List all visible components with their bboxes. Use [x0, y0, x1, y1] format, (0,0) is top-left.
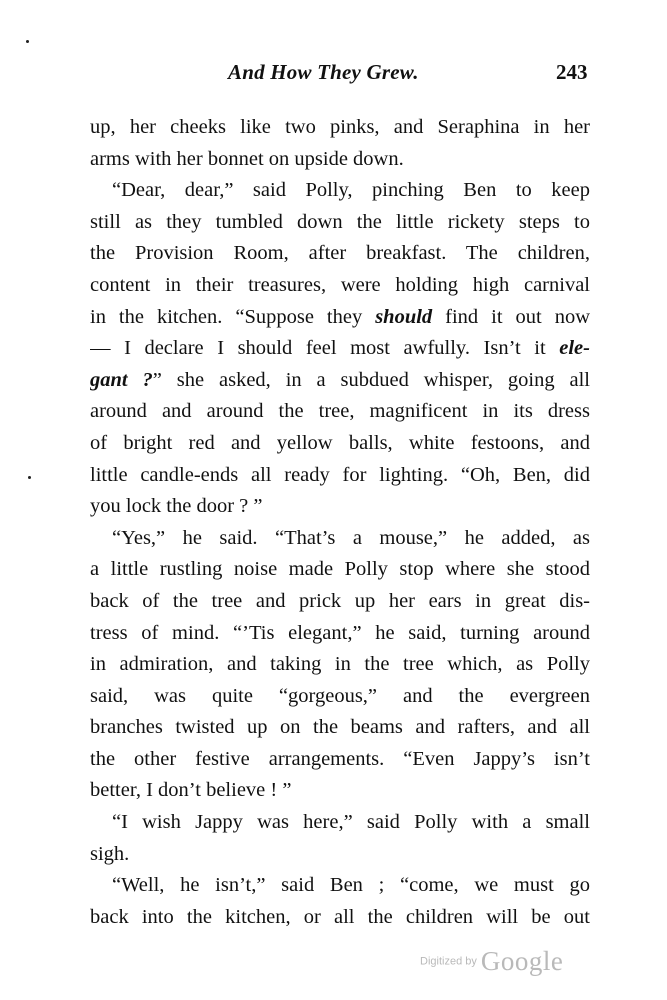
text-line: still as they tumbled down the little rickety steps to: [90, 210, 590, 233]
text-line: branches twisted up on the beams and rafters, and all: [90, 716, 590, 739]
text-line: in admiration, and taking in the tree which, as Polly: [90, 653, 590, 676]
text-line: arms with her bonnet on upside down.: [90, 147, 404, 170]
text-segment: ” she asked, in a subdued whisper, going all: [152, 368, 590, 391]
text-line: “Well, he isn’t,” said Ben ; “come, we must go: [112, 874, 590, 897]
text-segment: find it out now: [432, 305, 590, 328]
text-line: the Provision Room, after breakfast. The children,: [90, 242, 590, 265]
text-line: “Yes,” he said. “That’s a mouse,” he added, as: [112, 526, 590, 549]
text-line: “Dear, dear,” said Polly, pinching Ben to keep: [112, 179, 590, 202]
text-line: “I wish Jappy was here,” said Polly with a small: [112, 811, 590, 834]
text-line: back into the kitchen, or all the children will be out: [90, 905, 590, 928]
google-logo: Google: [480, 946, 564, 976]
text-line: up, her cheeks like two pinks, and Seraphina in her: [90, 116, 590, 138]
text-line: you lock the door ? ”: [90, 495, 263, 518]
running-title: And How They Grew.: [228, 60, 419, 84]
emphasized-word: ele-: [559, 337, 590, 360]
text-line: sigh.: [90, 842, 130, 865]
text-line: content in their treasures, were holding high carnival: [90, 273, 590, 296]
text-line: of bright red and yellow balls, white festoons, and: [90, 431, 590, 454]
text-line: said, was quite “gorgeous,” and the evergreen: [90, 684, 590, 707]
text-line: the other festive arrangements. “Even Jappy’s isn’t: [90, 747, 590, 770]
watermark-prefix: Digitized by: [420, 955, 477, 968]
text-line: little candle-ends all ready for lighting. “Oh, Ben, did: [90, 463, 590, 486]
text-line: [90, 302, 590, 334]
page-number: 243: [556, 60, 588, 84]
body-text: [90, 112, 590, 933]
emphasized-word: should: [375, 305, 433, 328]
text-line: back of the tree and prick up her ears in great dis-: [90, 589, 590, 612]
scan-speck: [26, 40, 29, 43]
text-segment: in the kitchen. “Suppose they: [90, 305, 376, 328]
text-segment: — I declare I should feel most awfully. Isn’t it: [90, 337, 560, 360]
emphasized-word: gant ?: [90, 368, 153, 391]
scan-speck: [28, 476, 31, 479]
text-line: better, I don’t believe ! ”: [90, 779, 292, 802]
text-line: [90, 333, 590, 365]
text-line: around and around the tree, magnificent in its dress: [90, 400, 590, 423]
text-line: tress of mind. “’Tis elegant,” he said, turning around: [90, 621, 590, 644]
digitized-watermark: [420, 946, 563, 977]
text-line: a little rustling noise made Polly stop where she stood: [90, 558, 590, 581]
text-line: [90, 365, 590, 397]
